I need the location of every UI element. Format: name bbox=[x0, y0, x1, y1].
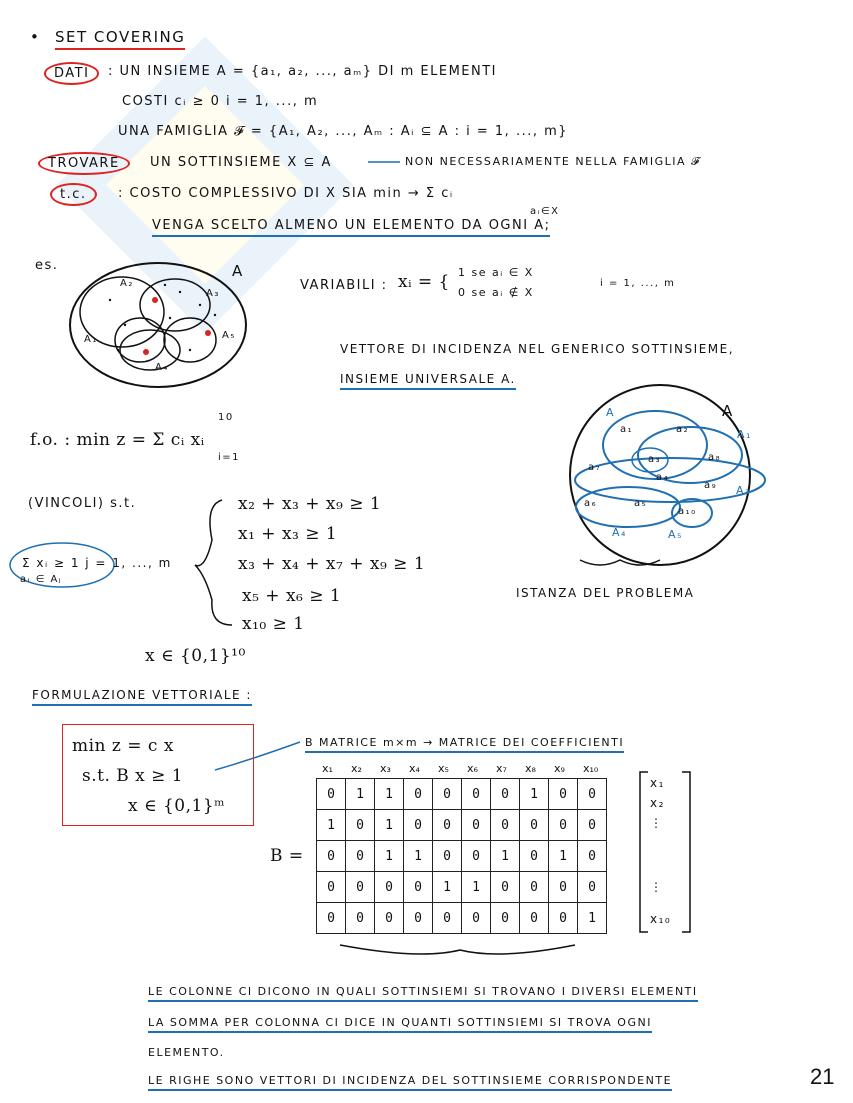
instance-subset-5: A₅ bbox=[668, 528, 683, 541]
matrix-cell: 0 bbox=[317, 903, 346, 934]
instance-subset-a: A bbox=[606, 406, 616, 419]
instance-subset-3: A₃ bbox=[736, 484, 751, 497]
tc-line-2: VENGA SCELTO ALMENO UN ELEMENTO DA OGNI A; bbox=[152, 218, 550, 237]
matrix-column-header: x₉ bbox=[554, 762, 565, 775]
matrix-cell: 0 bbox=[578, 872, 607, 903]
vector-entry: ⋮ bbox=[650, 816, 664, 830]
matrix-cell: 1 bbox=[317, 810, 346, 841]
constraint-1: x₂ + x₃ + x₉ ≥ 1 bbox=[238, 494, 382, 514]
note-1: LE COLONNE CI DICONO IN QUALI SOTTINSIEMI SI TROVANO I DIVERSI ELEMENTI bbox=[148, 985, 698, 1002]
vector-form-constraint: s.t. B x ≥ 1 bbox=[82, 766, 184, 786]
example-label: es. bbox=[35, 258, 59, 273]
matrix-column-header: x₈ bbox=[525, 762, 536, 775]
instance-element-7: a₇ bbox=[588, 462, 602, 473]
variabili-label: VARIABILI : bbox=[300, 278, 388, 293]
trovare-note: NON NECESSARIAMENTE NELLA FAMIGLIA 𝓕 bbox=[405, 155, 701, 168]
vector-entry: ⋮ bbox=[650, 880, 664, 894]
matrix-cell: 0 bbox=[404, 903, 433, 934]
instance-element-5: a₅ bbox=[634, 498, 648, 509]
matrix-cell: 0 bbox=[549, 810, 578, 841]
matrix-column-header: x₅ bbox=[438, 762, 449, 775]
matrix-cell: 0 bbox=[375, 903, 404, 934]
matrix-cell: 0 bbox=[578, 779, 607, 810]
matrix-label: B = bbox=[270, 846, 304, 866]
instance-element-3: a₃ bbox=[648, 454, 662, 465]
objective-sum-top: 10 bbox=[218, 412, 234, 423]
tc-label: t.c. bbox=[50, 183, 97, 206]
matrix-cell: 0 bbox=[462, 779, 491, 810]
constraints-label: (VINCOLI) s.t. bbox=[28, 496, 137, 511]
note-2: LA SOMMA PER COLONNA CI DICE IN QUANTI SOTTINSIEMI SI TROVA OGNI bbox=[148, 1016, 652, 1033]
matrix-cell: 0 bbox=[520, 810, 549, 841]
tc-sum-sub: aᵢ∈X bbox=[530, 206, 560, 217]
constraint-general-sub: aᵢ ∈ Aⱼ bbox=[20, 574, 63, 585]
matrix-cell: 1 bbox=[520, 779, 549, 810]
variabili-range: i = 1, ..., m bbox=[600, 278, 676, 289]
matrix-cell: 0 bbox=[433, 903, 462, 934]
matrix-cell: 0 bbox=[317, 841, 346, 872]
matrix-cell: 0 bbox=[520, 872, 549, 903]
vector-form-domain: x ∈ {0,1}ᵐ bbox=[128, 796, 226, 816]
matrix-cell: 0 bbox=[317, 779, 346, 810]
instance-element-1: a₁ bbox=[620, 424, 634, 435]
matrix-cell: 0 bbox=[462, 903, 491, 934]
matrix-cell: 0 bbox=[491, 872, 520, 903]
matrix-cell: 0 bbox=[520, 841, 549, 872]
dati-label: DATI bbox=[44, 62, 99, 85]
dati-line-1: : UN INSIEME A = {a₁, a₂, ..., aₘ} DI m ELEMENTI bbox=[108, 64, 498, 79]
instance-set-label: A bbox=[722, 402, 734, 420]
instance-subset-1: A₁ bbox=[737, 428, 752, 441]
matrix-column-header: x₇ bbox=[496, 762, 507, 775]
matrix-cell: 0 bbox=[346, 903, 375, 934]
incidence-matrix bbox=[316, 778, 607, 934]
instance-element-6: a₆ bbox=[584, 498, 598, 509]
matrix-cell: 0 bbox=[346, 841, 375, 872]
trovare-label: TROVARE bbox=[38, 152, 130, 175]
variabili-xi: xᵢ = { bbox=[398, 272, 450, 292]
dati-line-2: COSTI cᵢ ≥ 0 i = 1, ..., m bbox=[122, 94, 319, 109]
constraint-domain: x ∈ {0,1}¹⁰ bbox=[145, 646, 246, 666]
matrix-cell: 0 bbox=[549, 872, 578, 903]
constraint-general: Σ xᵢ ≥ 1 j = 1, ..., m bbox=[22, 556, 172, 570]
matrix-cell: 1 bbox=[462, 872, 491, 903]
note-4: LE RIGHE SONO VETTORI DI INCIDENZA DEL SOTTINSIEME CORRISPONDENTE bbox=[148, 1074, 672, 1091]
objective-function: f.o. : min z = Σ cᵢ xᵢ bbox=[30, 430, 205, 450]
vector-entry: x₁₀ bbox=[650, 912, 672, 926]
matrix-cell: 0 bbox=[433, 779, 462, 810]
vector-form-objective: min z = c x bbox=[72, 736, 174, 756]
matrix-cell: 1 bbox=[346, 779, 375, 810]
instance-element-8: a₈ bbox=[708, 452, 722, 463]
matrix-cell: 0 bbox=[346, 810, 375, 841]
matrix-cell: 1 bbox=[578, 903, 607, 934]
bullet: • bbox=[30, 28, 41, 46]
example-subset-4: A₅ bbox=[222, 330, 236, 341]
page-title: SET COVERING bbox=[55, 28, 185, 50]
trovare-text: UN SOTTINSIEME X ⊆ A bbox=[150, 155, 332, 170]
matrix-cell: 0 bbox=[317, 872, 346, 903]
matrix-cell: 0 bbox=[520, 903, 549, 934]
matrix-column-header: x₃ bbox=[380, 762, 391, 775]
instance-element-9: a₉ bbox=[704, 480, 718, 491]
matrix-row bbox=[317, 872, 607, 903]
vettore-line-1: VETTORE DI INCIDENZA NEL GENERICO SOTTINSIEME, bbox=[340, 342, 735, 356]
matrix-cell: 1 bbox=[375, 810, 404, 841]
example-subset-2: A₃ bbox=[206, 288, 220, 299]
matrix-cell: 0 bbox=[549, 779, 578, 810]
matrix-cell: 0 bbox=[404, 810, 433, 841]
matrix-row bbox=[317, 810, 607, 841]
matrix-cell: 1 bbox=[375, 841, 404, 872]
matrix-cell: 0 bbox=[404, 779, 433, 810]
matrix-column-header: x₆ bbox=[467, 762, 478, 775]
matrix-cell: 1 bbox=[549, 841, 578, 872]
matrix-column-header: x₁₀ bbox=[583, 762, 599, 775]
page-number: 21 bbox=[810, 1064, 835, 1089]
objective-sum-bottom: i=1 bbox=[218, 452, 241, 463]
matrix-b-note: B MATRICE m×m → MATRICE DEI COEFFICIENTI bbox=[305, 736, 624, 753]
vector-entry: x₂ bbox=[650, 796, 665, 810]
note-3: ELEMENTO. bbox=[148, 1046, 225, 1059]
matrix-row bbox=[317, 779, 607, 810]
matrix-column-header: x₄ bbox=[409, 762, 420, 775]
matrix-cell: 0 bbox=[491, 779, 520, 810]
constraint-4: x₅ + x₆ ≥ 1 bbox=[242, 586, 342, 606]
matrix-cell: 0 bbox=[549, 903, 578, 934]
matrix-cell: 0 bbox=[433, 810, 462, 841]
matrix-cell: 0 bbox=[578, 841, 607, 872]
matrix-cell: 0 bbox=[462, 810, 491, 841]
instance-caption: ISTANZA DEL PROBLEMA bbox=[516, 586, 695, 600]
instance-element-2: a₂ bbox=[676, 424, 690, 435]
matrix-cell: 1 bbox=[404, 841, 433, 872]
matrix-cell: 0 bbox=[491, 903, 520, 934]
matrix-cell: 1 bbox=[375, 779, 404, 810]
matrix-cell: 0 bbox=[462, 841, 491, 872]
matrix-row bbox=[317, 903, 607, 934]
constraint-3: x₃ + x₄ + x₇ + x₉ ≥ 1 bbox=[238, 554, 426, 574]
vector-entry: x₁ bbox=[650, 776, 665, 790]
matrix-cell: 1 bbox=[491, 841, 520, 872]
instance-element-4: a₄ bbox=[656, 472, 670, 483]
example-subset-1: A₂ bbox=[120, 278, 134, 289]
vettore-line-2: INSIEME UNIVERSALE A. bbox=[340, 372, 516, 390]
variabili-def-1: 1 se aᵢ ∈ X bbox=[458, 266, 534, 279]
matrix-cell: 0 bbox=[491, 810, 520, 841]
instance-element-10: a₁₀ bbox=[678, 506, 697, 517]
example-set-label: A bbox=[232, 262, 244, 280]
instance-subset-4: A₄ bbox=[612, 526, 627, 539]
matrix-row bbox=[317, 841, 607, 872]
dati-line-3: UNA FAMIGLIA 𝓕 = {A₁, A₂, ..., Aₘ : Aᵢ ⊆ A : i = 1, ..., m} bbox=[118, 124, 569, 139]
constraint-5: x₁₀ ≥ 1 bbox=[242, 614, 305, 634]
matrix-cell: 0 bbox=[404, 872, 433, 903]
vector-form-title: FORMULAZIONE VETTORIALE : bbox=[32, 688, 252, 706]
matrix-column-header: x₂ bbox=[351, 762, 362, 775]
tc-line-1: : COSTO COMPLESSIVO DI X SIA min → Σ cᵢ bbox=[118, 186, 454, 201]
matrix-cell: 0 bbox=[375, 872, 404, 903]
matrix-cell: 0 bbox=[433, 841, 462, 872]
matrix-cell: 0 bbox=[346, 872, 375, 903]
matrix-cell: 0 bbox=[578, 810, 607, 841]
example-subset-3: A₄ bbox=[155, 362, 169, 373]
matrix-cell: 1 bbox=[433, 872, 462, 903]
constraint-2: x₁ + x₃ ≥ 1 bbox=[238, 524, 338, 544]
matrix-column-header: x₁ bbox=[322, 762, 333, 775]
variabili-def-2: 0 se aᵢ ∉ X bbox=[458, 286, 534, 299]
example-subset-0: A₁ bbox=[84, 334, 98, 345]
